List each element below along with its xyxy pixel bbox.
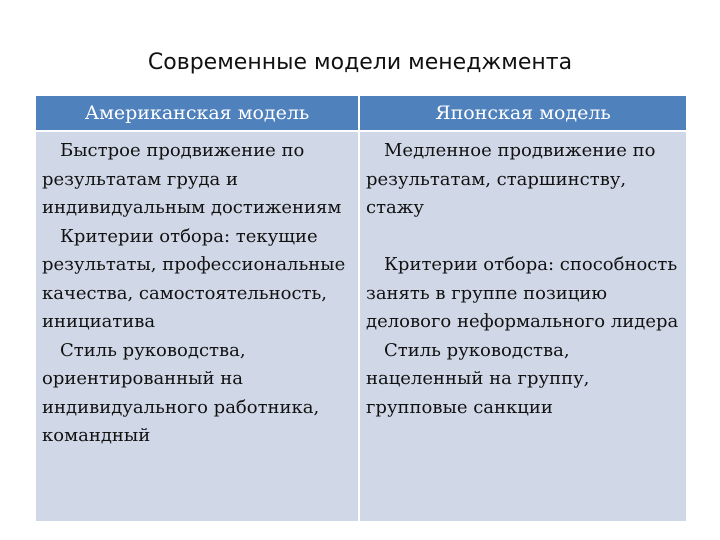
japanese-promotion: Медленное продвижение по результатам, старшинству, стажу (366, 140, 656, 218)
header-american-model: Американская модель (36, 96, 358, 130)
japanese-model-cell (360, 132, 686, 521)
american-selection-criteria: Критерии отбора: текущие результаты, профессиональные качества, самостоятельность, инициатива (42, 225, 346, 332)
comparison-table (36, 96, 686, 521)
japanese-leadership-style: Стиль руководства, нацеленный на группу, групповые санкции (366, 339, 590, 418)
american-model-cell (36, 132, 358, 521)
american-promotion: Быстрое продвижение по результатам груда и индивидуальным достижениям (42, 140, 342, 218)
japanese-selection-criteria: Критерии отбора: способность занять в группе позицию делового неформального лидера (366, 254, 679, 332)
slide-title: Современные модели менеджмента (147, 50, 573, 75)
header-japanese-model: Японская модель (360, 96, 686, 130)
american-leadership-style: Стиль руководства, ориентированный на индивидуального работника, командный (42, 339, 320, 446)
